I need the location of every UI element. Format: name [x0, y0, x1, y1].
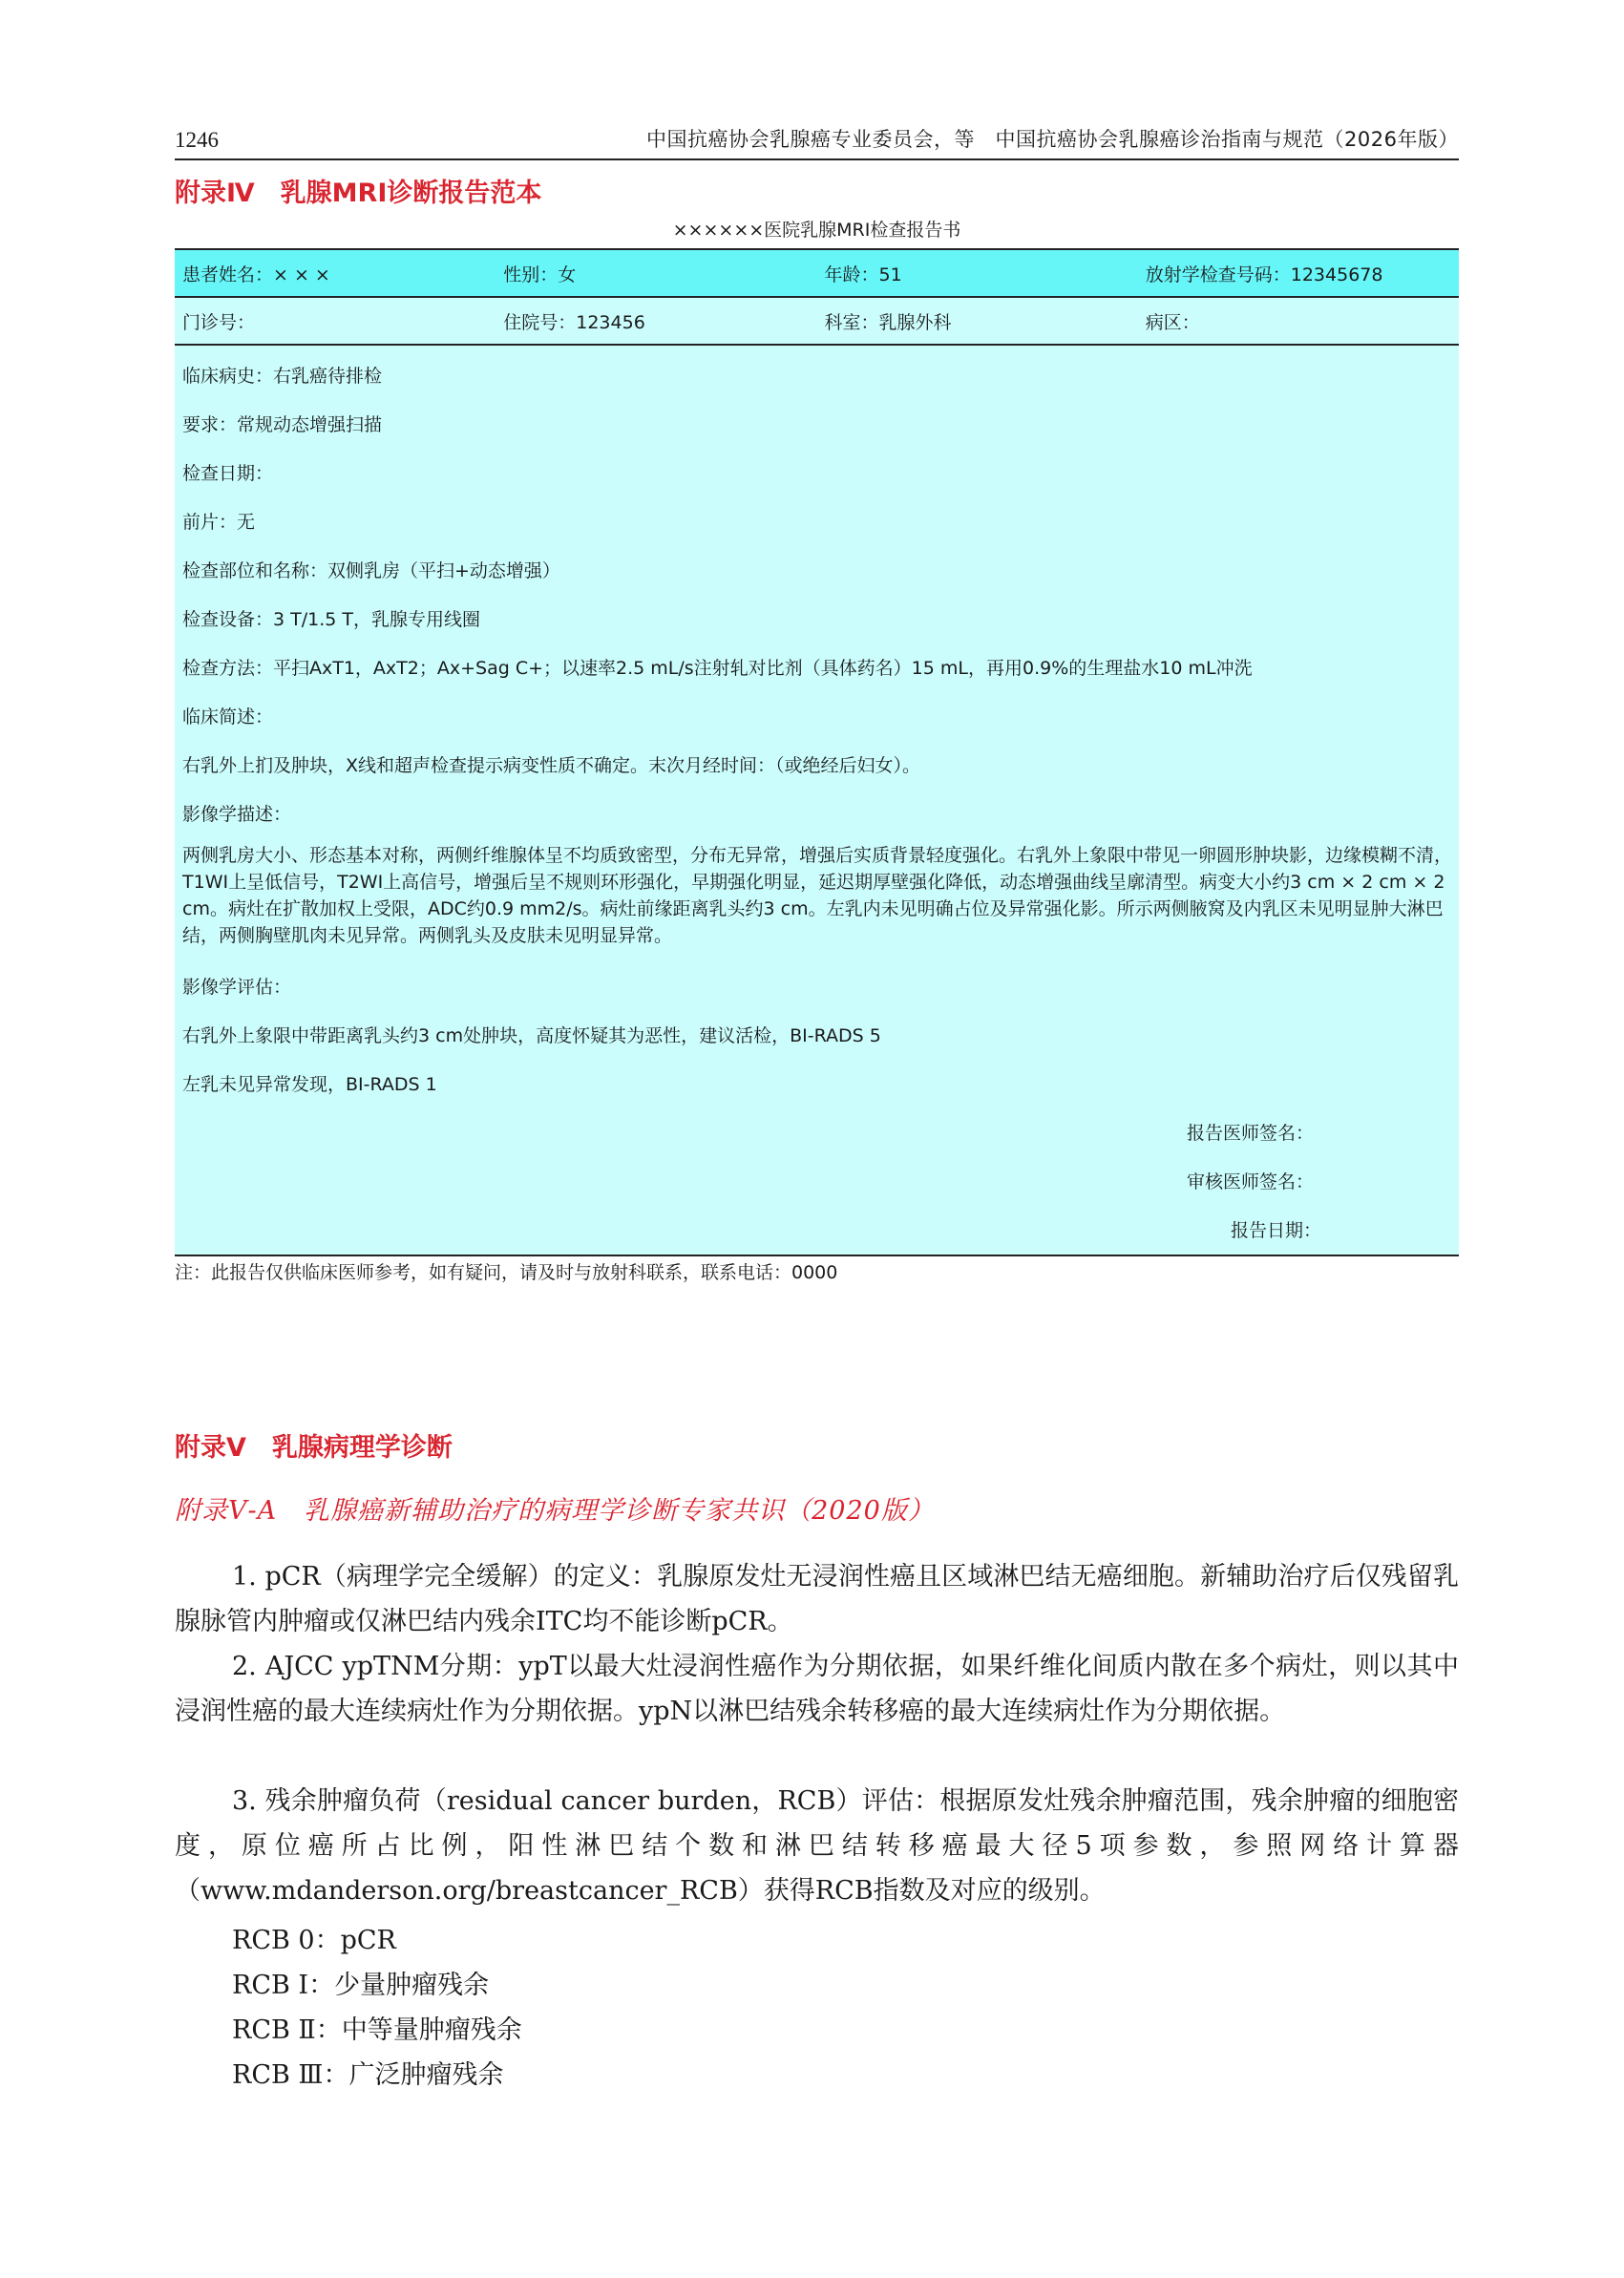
- running-title: 中国抗癌协会乳腺癌专业委员会，等 中国抗癌协会乳腺癌诊治指南与规范（2026年版）: [646, 128, 1459, 151]
- paragraph-ajcc: 2. AJCC ypTNM分期：ypT以最大灶浸润性癌作为分期依据，如果纤维化间质内散在多个病灶，则以其中浸润性癌的最大连续病灶作为分期依据。ypN以淋巴结残余转移癌的最大连续病灶作为分期依据。: [175, 1652, 1459, 1726]
- rcb-level-1: RCB Ⅰ：少量肿瘤残余: [232, 1971, 490, 2000]
- report-note: 注：此报告仅供临床医师参考，如有疑问，请及时与放射科联系，联系电话：0000: [175, 1262, 838, 1283]
- rcb-level-0: RCB 0：pCR: [232, 1926, 396, 1955]
- evaluation-left: 左乳未见异常发现，BI-RADS 1: [182, 1074, 437, 1095]
- patient-name: 患者姓名：× × ×: [182, 264, 330, 285]
- exam-site: 检查部位和名称：双侧乳房（平扫+动态增强）: [182, 560, 560, 581]
- report-info-row-2: [175, 298, 1459, 346]
- page-number: 1246: [175, 128, 219, 152]
- inpatient-number: 住院号：123456: [503, 311, 645, 333]
- clinical-summary: 右乳外上扪及肿块，X线和超声检查提示病变性质不确定。末次月经时间：（或绝经后妇女）。: [182, 755, 921, 776]
- clinical-history: 临床病史：右乳癌待排检: [182, 366, 383, 387]
- radiology-number: 放射学检查号码：12345678: [1145, 264, 1383, 285]
- imaging-description: 两侧乳房大小、形态基本对称，两侧纤维腺体呈不均质致密型，分布无异常，增强后实质背景轻度强化。右乳外上象限中带见一卵圆形肿块影，边缘模糊不清，T1WI上呈低信号，T2WI上高信号，增强后呈不规则环形强化，早期强化明显，延迟期厚壁强化降低，动态增强曲线呈廓清型。病变大小约3 cm × 2 cm × 2 cm。病灶在扩散加权上受限，ADC约0.9 mm2/s。病灶前缘距离乳头约3 cm。左乳内未见明确占位及异常强化影。所示两侧腋窝及内乳区未见明显肿大淋巴结，两侧胸壁肌肉未见异常。两侧乳头及皮肤未见明显异常。: [182, 845, 1453, 946]
- running-header: [175, 122, 1459, 160]
- appendix5-title: 附录Ⅴ 乳腺病理学诊断: [175, 1433, 453, 1463]
- clinical-summary-label: 临床简述：: [182, 707, 274, 728]
- outpatient-number: 门诊号：: [182, 311, 256, 333]
- paragraph-pcr: 1. pCR（病理学完全缓解）的定义：乳腺原发灶无浸润性癌且区域淋巴结无癌细胞。新辅助治疗后仅残留乳腺脉管内肿瘤或仅淋巴结内残余ITC均不能诊断pCR。: [175, 1562, 1459, 1636]
- report-date: 报告日期：: [1231, 1220, 1322, 1241]
- evaluation-right: 右乳外上象限中带距离乳头约3 cm处肿块，高度怀疑其为恶性，建议活检，BI-RADS 5: [182, 1025, 881, 1046]
- mri-report-box: [175, 248, 1459, 1256]
- rcb-level-3: RCB Ⅲ：广泛肿瘤残余: [232, 2060, 504, 2090]
- report-info-row-1: [175, 250, 1459, 298]
- rcb-level-2: RCB Ⅱ：中等量肿瘤残余: [232, 2015, 522, 2045]
- exam-method: 检查方法：平扫AxT1，AxT2；Ax+Sag C+；以速率2.5 mL/s注射轧对比剂（具体药名）15 mL，再用0.9%的生理盐水10 mL冲洗: [182, 658, 1253, 679]
- appendix4-title: 附录Ⅳ 乳腺MRI诊断报告范本: [175, 179, 542, 208]
- reporting-physician-signature: 报告医师签名：: [1187, 1123, 1315, 1144]
- department: 科室：乳腺外科: [824, 311, 952, 333]
- appendix5a-title: 附录Ⅴ-A 乳腺癌新辅助治疗的病理学诊断专家共识（2020版）: [175, 1496, 935, 1526]
- prior-film: 前片：无: [182, 512, 256, 533]
- ward: 病区：: [1145, 311, 1200, 333]
- patient-age: 年龄：51: [824, 264, 902, 285]
- imaging-desc-label: 影像学描述：: [182, 804, 292, 825]
- report-title: ××××××医院乳腺MRI检查报告书: [672, 220, 961, 241]
- imaging-eval-label: 影像学评估：: [182, 977, 292, 998]
- paragraph-rcb: 3. 残余肿瘤负荷（residual cancer burden，RCB）评估：根据原发灶残余肿瘤范围，残余肿瘤的细胞密度，原位癌所占比例，阳性淋巴结个数和淋巴结转移癌最大径5项参数，参照网络计算器（www.mdanderson.org/breastcancer_RCB）获得RCB指数及对应的级别。: [175, 1786, 1459, 1906]
- patient-sex: 性别：女: [503, 264, 577, 285]
- exam-equipment: 检查设备：3 T/1.5 T，乳腺专用线圈: [182, 609, 480, 630]
- reviewing-physician-signature: 审核医师签名：: [1187, 1171, 1315, 1192]
- exam-request: 要求：常规动态增强扫描: [182, 414, 383, 435]
- exam-date: 检查日期：: [182, 463, 274, 484]
